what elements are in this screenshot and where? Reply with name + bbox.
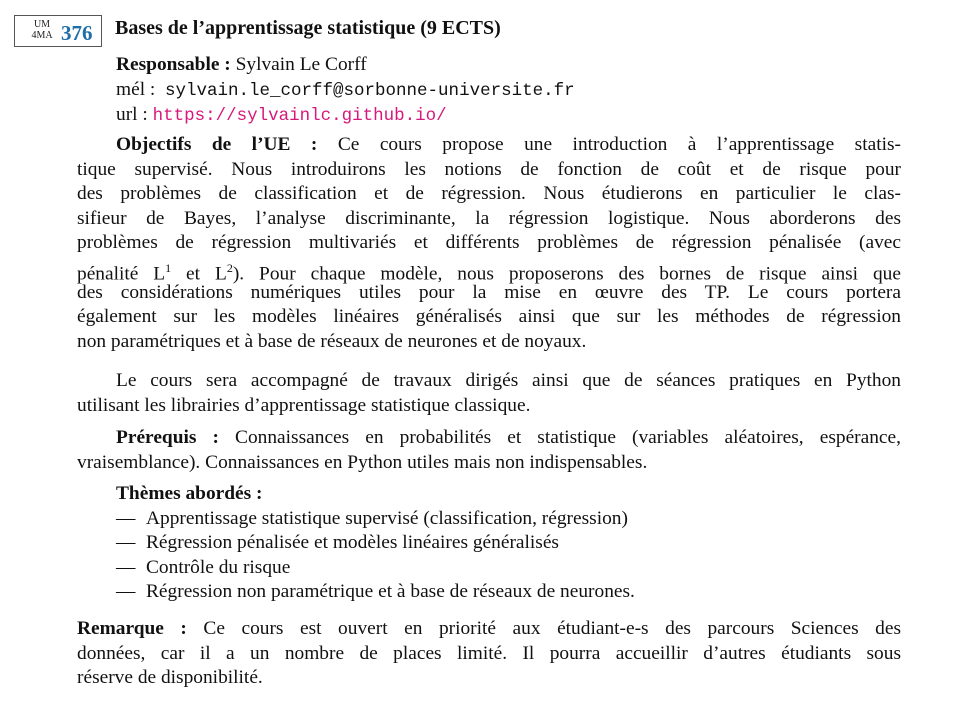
text-span: Ce cours est ouvert en priorité aux étudiant-e-s des parcours Sciences des xyxy=(203,618,901,639)
remarque-paragraph xyxy=(77,617,901,691)
code-bottom: 4MA xyxy=(31,30,53,41)
text-line: tique supervisé. Nous introduirons les notions de fonction de coût et de risque pour xyxy=(77,158,901,180)
text-span: et L xyxy=(171,263,227,285)
url-link[interactable]: https://sylvainlc.github.io/ xyxy=(152,106,447,126)
theme-item xyxy=(116,531,901,556)
theme-text: Régression pénalisée et modèles linéaires généralisés xyxy=(146,532,559,554)
themes-label: Thèmes abordés : xyxy=(116,483,263,504)
theme-item xyxy=(116,580,901,605)
email-line xyxy=(116,79,575,101)
text-line: Le cours sera accompagné de travaux dirigés ainsi que de séances pratiques en Python xyxy=(116,370,901,391)
prerequis-paragraph xyxy=(77,426,901,475)
email-link[interactable]: sylvain.le_corff@sorbonne-universite.fr xyxy=(165,81,575,101)
course-code-box xyxy=(14,15,102,47)
course-title: Bases de l’apprentissage statistique (9 ECTS) xyxy=(115,17,501,39)
text-line xyxy=(77,256,901,285)
dash-icon: — xyxy=(116,581,136,603)
text-line: également sur les modèles linéaires généralisés ainsi que sur les méthodes de régression xyxy=(77,306,901,328)
responsable-label: Responsable : xyxy=(116,54,231,75)
responsable-line xyxy=(116,54,367,76)
text-line: non paramétriques et à base de réseaux de neurones et de noyaux. xyxy=(77,330,587,352)
text-line: données, car il a un nombre de places limité. Il pourra accueillir d’autres étudiants sous xyxy=(77,642,901,664)
text-line: problèmes de régression multivariés et différents problèmes de régression pénalisée (avec xyxy=(77,232,901,254)
dash-icon: — xyxy=(116,532,136,554)
text-line: utilisant les librairies d’apprentissage statistique classique. xyxy=(77,394,531,416)
remarque-label: Remarque : xyxy=(77,618,187,639)
theme-text: Apprentissage statistique supervisé (classification, régression) xyxy=(146,507,628,529)
dash-icon: — xyxy=(116,556,136,578)
text-span: Connaissances en probabilités et statistique (variables aléatoires, espérance, xyxy=(235,427,901,448)
themes-heading xyxy=(77,482,901,507)
email-label: mél : xyxy=(116,79,156,100)
text-line: réserve de disponibilité. xyxy=(77,667,263,689)
text-span: Ce cours propose une introduction à l’apprentissage statis- xyxy=(337,134,901,155)
theme-text: Contrôle du risque xyxy=(146,556,291,578)
prerequis-label: Prérequis : xyxy=(116,427,219,448)
text-line xyxy=(77,617,901,642)
text-span: ). Pour chaque modèle, nous proposerons des bornes de risque ainsi que xyxy=(232,263,901,285)
url-label: url : xyxy=(116,104,148,125)
superscript: 2 xyxy=(226,260,233,275)
objectifs-label: Objectifs de l’UE : xyxy=(116,134,318,155)
text-line xyxy=(77,133,901,158)
text-line: des problèmes de classification et de régression. Nous étudierons en particulier le clas- xyxy=(77,183,901,205)
theme-item xyxy=(116,507,901,532)
dash-icon: — xyxy=(116,507,136,529)
superscript: 1 xyxy=(165,260,172,275)
objectifs-paragraph xyxy=(77,133,901,354)
text-span: pénalité L xyxy=(77,263,166,285)
accompagnement-paragraph xyxy=(77,369,901,418)
theme-text: Régression non paramétrique et à base de réseaux de neurones. xyxy=(146,581,635,603)
text-line: sifieur de Bayes, l’analyse discriminante, la régression logistique. Nous aborderons des xyxy=(77,207,901,229)
url-line xyxy=(116,104,447,126)
text-line: vraisemblance). Connaissances en Python utiles mais non indispensables. xyxy=(77,451,648,473)
course-number: 376 xyxy=(61,21,93,45)
code-top: UM xyxy=(33,19,51,30)
themes-section xyxy=(77,482,901,605)
theme-item xyxy=(116,556,901,581)
text-line xyxy=(77,426,901,451)
responsable-name: Sylvain Le Corff xyxy=(235,54,367,75)
course-code-prefix xyxy=(29,19,55,41)
text-line: des considérations numériques utiles pour la mise en œuvre des TP. Le cours portera xyxy=(77,281,901,303)
